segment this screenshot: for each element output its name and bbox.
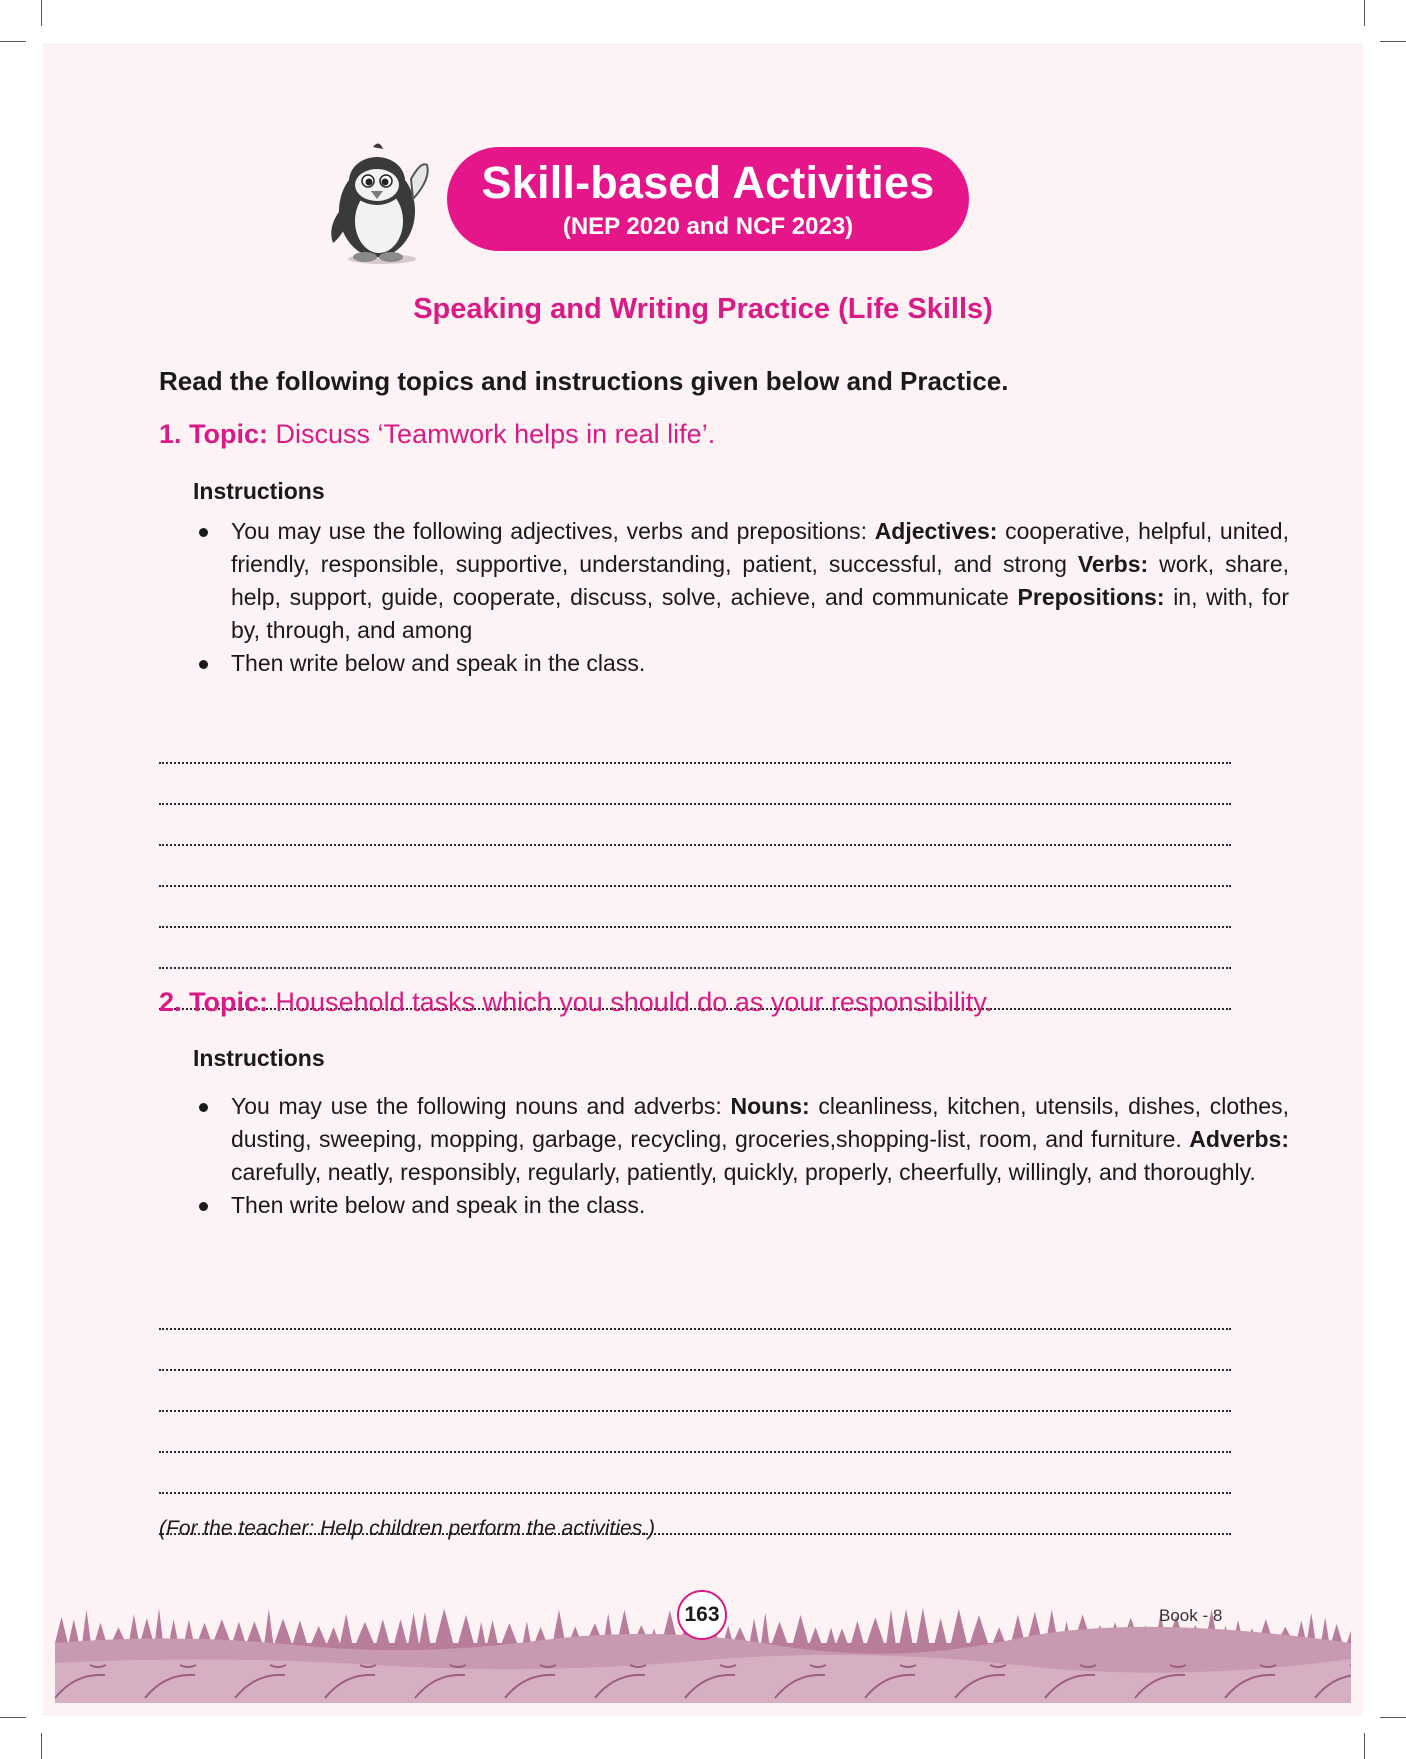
writing-line[interactable] [159,1289,1231,1330]
worksheet-page [43,43,1363,1716]
writing-line[interactable] [159,805,1231,846]
crop-mark [41,1733,42,1759]
topic-1-bullet-1 [193,515,1289,647]
topic-2-bullets [193,1090,1289,1222]
topic-2-label: Topic: [189,987,269,1017]
crop-mark [0,41,26,42]
adjectives-label: Adjectives: [874,518,998,544]
writing-line[interactable] [159,846,1231,887]
topic-1-text: Discuss ‘Teamwork helps in real life’. [275,419,716,449]
verbs-label: Verbs: [1077,551,1149,577]
nouns-text: cleanliness, kitchen, utensils, dishes, clothes, dusting, sweeping, mopping, garbage, recycling, groceries,shopping-list, room, and furniture. [231,1093,1289,1152]
writing-line[interactable] [159,764,1231,805]
bullet-text: You may use the following nouns and adverbs: [231,1093,731,1119]
topic-1-instructions-label: Instructions [193,478,325,504]
teacher-note: (For the teacher: Help children perform the activities.) [159,1517,656,1540]
writing-line[interactable] [159,887,1231,928]
topic-2-text: Household tasks which you should do as your responsibility. [275,987,993,1017]
writing-line[interactable] [159,723,1231,764]
page-title: Skill-based Activities [481,157,935,208]
topic-2-heading [159,987,992,1018]
verbs-text: work, share, help, support, guide, cooperate, discuss, solve, achieve, and communicate [231,551,1289,610]
crop-mark [1364,0,1365,26]
penguin-mascot-icon [327,139,437,265]
topic-2-writing-area [159,1289,1231,1535]
crop-mark [1380,1717,1406,1718]
adjectives-text: cooperative, helpful, united, friendly, responsible, supportive, understanding, patient, successful, and strong [231,518,1289,577]
topic-2-bullet-2: Then write below and speak in the class. [193,1189,1289,1222]
bullet-text: You may use the following adjectives, verbs and prepositions: [231,518,875,544]
writing-line[interactable] [159,1453,1231,1494]
topic-1-number: 1. [159,419,182,449]
adverbs-label: Adverbs: [1189,1126,1289,1152]
topic-1-bullets [193,515,1289,680]
topic-2-bullet-1 [193,1090,1289,1189]
topic-1-label: Topic: [189,419,269,449]
topic-2-number: 2. [159,987,182,1017]
writing-line[interactable] [159,1412,1231,1453]
crop-mark [1364,1733,1365,1759]
prepositions-text: in, with, for by, through, and among [231,584,1289,643]
section-title: Speaking and Writing Practice (Life Skills) [413,293,993,325]
crop-mark [0,1717,26,1718]
topic-1-writing-area [159,723,1231,1010]
writing-line[interactable] [159,1371,1231,1412]
book-label: Book - 8 [1159,1606,1223,1625]
prepositions-label: Prepositions: [1017,584,1165,610]
nouns-label: Nouns: [730,1093,810,1119]
page-subtitle: (NEP 2020 and NCF 2023) [562,213,854,240]
topic-2-instructions-label: Instructions [193,1045,325,1071]
adverbs-text: carefully, neatly, responsibly, regularly, patiently, quickly, properly, cheerfully, willingly, and thoroughly. [231,1159,1256,1185]
page-number: 163 [677,1590,727,1640]
writing-line[interactable] [159,928,1231,969]
topic-1-bullet-2: Then write below and speak in the class. [193,647,1289,680]
writing-line[interactable] [159,1330,1231,1371]
title-banner [447,147,969,251]
crop-mark [1380,41,1406,42]
topic-1-heading [159,419,715,450]
crop-mark [41,0,42,26]
lead-instruction: Read the following topics and instructions given below and Practice. [159,366,1009,396]
